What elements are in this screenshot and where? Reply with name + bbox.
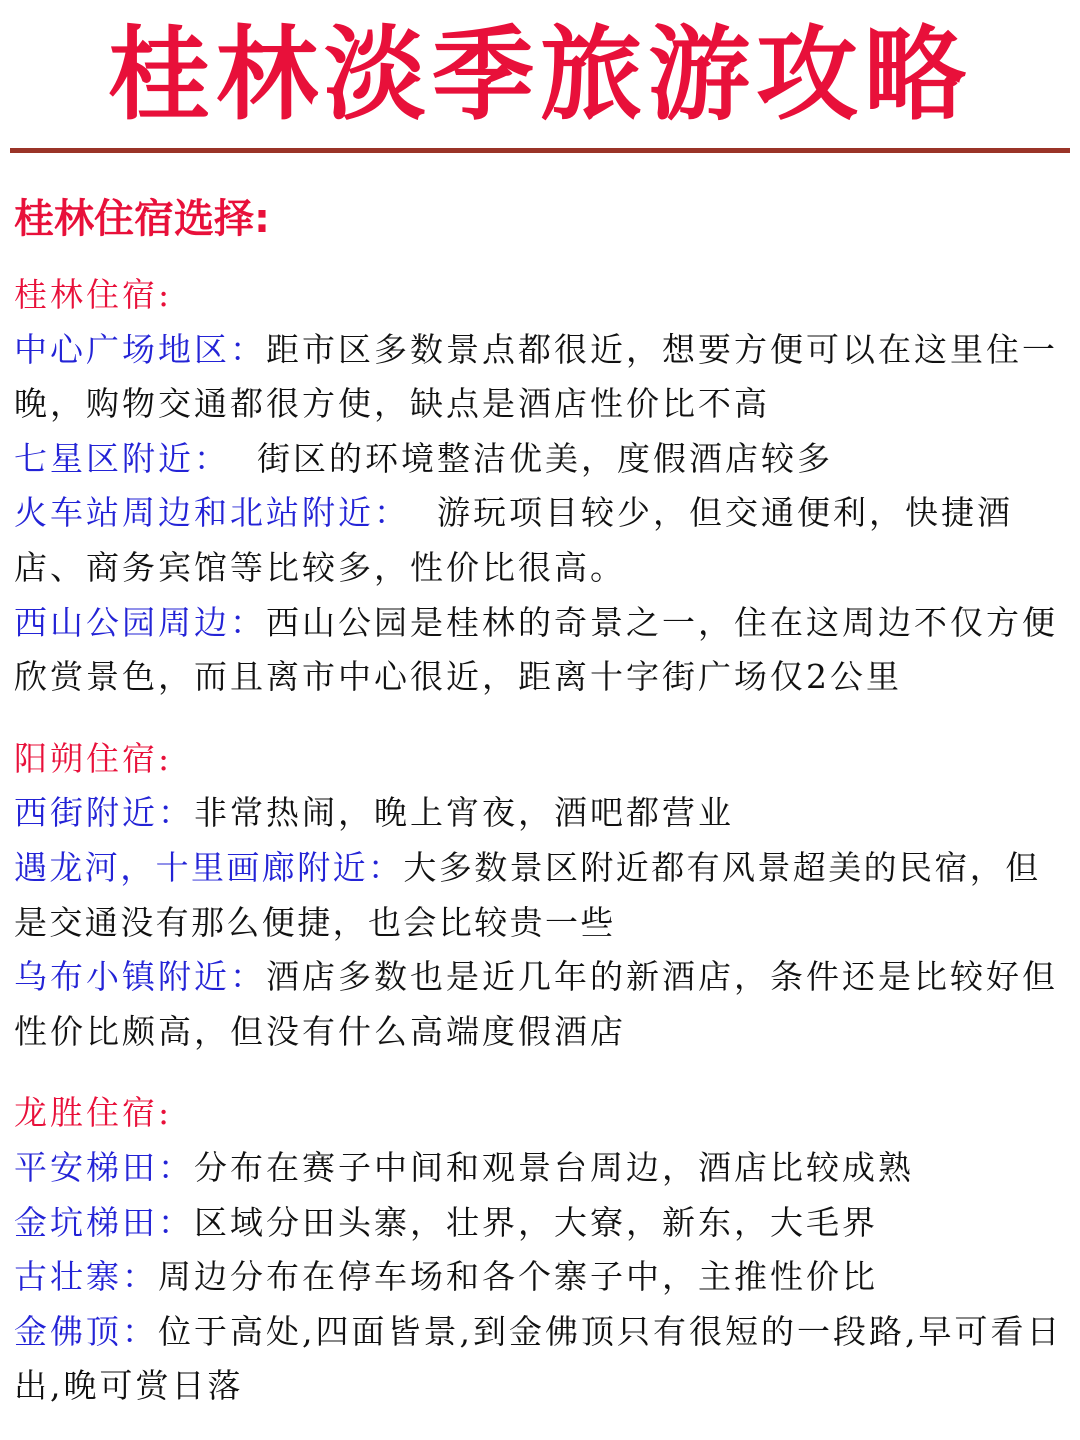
entry-desc: 距市区多数景点都很近，想要方便可以在这里住一晚，购物交通都很方使，缺点是酒店性价比不高 (14, 329, 1058, 424)
group-title: 龙胜住宿: (14, 1093, 173, 1133)
list-item (14, 486, 1070, 595)
entry-desc: 分布在赛子中间和观景台周边，酒店比较成熟 (194, 1147, 914, 1187)
accommodation-content (14, 268, 1070, 1414)
entry-key: 西街附近： (14, 793, 194, 833)
list-item (14, 432, 1070, 487)
entry-desc: 位于高处,四面皆景,到金佛顶只有很短的一段路,早可看日出,晚可赏日落 (14, 1311, 1063, 1406)
entry-desc: 大多数景区附近都有风景超美的民宿，但是交通没有那么便捷，也会比较贵一些 (14, 847, 1041, 942)
entry-key: 古壮寨： (14, 1257, 158, 1297)
list-item (14, 1141, 1070, 1196)
entry-key: 乌布小镇附近： (14, 957, 266, 997)
list-item (14, 950, 1070, 1059)
group-title: 桂林住宿: (14, 275, 173, 314)
list-item (14, 841, 1070, 950)
group-yangshuo (14, 732, 1070, 1060)
entry-desc: 游玩项目较少，但交通便利，快捷酒店、商务宾馆等比较多，性价比很高。 (14, 493, 1013, 587)
entry-key: 金佛顶： (14, 1311, 158, 1351)
entry-desc: 街区的环境整洁优美，度假酒店较多 (230, 438, 833, 478)
entry-key: 七星区附近： (14, 438, 230, 478)
list-item (14, 1250, 1070, 1305)
entry-key: 遇龙河，十里画廊附近： (14, 847, 404, 887)
list-item (14, 596, 1070, 705)
entry-desc: 酒店多数也是近几年的新酒店，条件还是比较好但性价比颇高，但没有什么高端度假酒店 (14, 957, 1058, 1051)
group-longsheng (14, 1086, 1070, 1414)
entry-key: 火车站周边和北站附近： (14, 493, 410, 533)
list-item (14, 1196, 1070, 1251)
entry-key: 西山公园周边： (14, 602, 266, 642)
title-divider (10, 148, 1070, 153)
list-item (14, 323, 1070, 432)
list-item (14, 786, 1070, 841)
entry-key: 金坑梯田： (14, 1202, 194, 1242)
group-guilin (14, 268, 1070, 705)
entry-desc: 西山公园是桂林的奇景之一，住在这周边不仅方便欣赏景色，而且离市中心很近，距离十字街广场仅2公里 (14, 602, 1058, 697)
entry-key: 中心广场地区： (14, 329, 266, 369)
entry-desc: 周边分布在停车场和各个寨子中，主推性价比 (158, 1257, 878, 1297)
group-title: 阳朔住宿: (14, 738, 173, 778)
entry-key: 平安梯田： (14, 1147, 194, 1187)
section-heading: 桂林住宿选择: (14, 196, 270, 242)
page-title: 桂林淡季旅游攻略 (108, 16, 972, 135)
list-item (14, 1305, 1070, 1414)
entry-desc: 区域分田头寨，壮界，大寮，新东，大毛界 (194, 1202, 878, 1242)
entry-desc: 非常热闹，晚上宵夜，酒吧都营业 (194, 793, 734, 833)
